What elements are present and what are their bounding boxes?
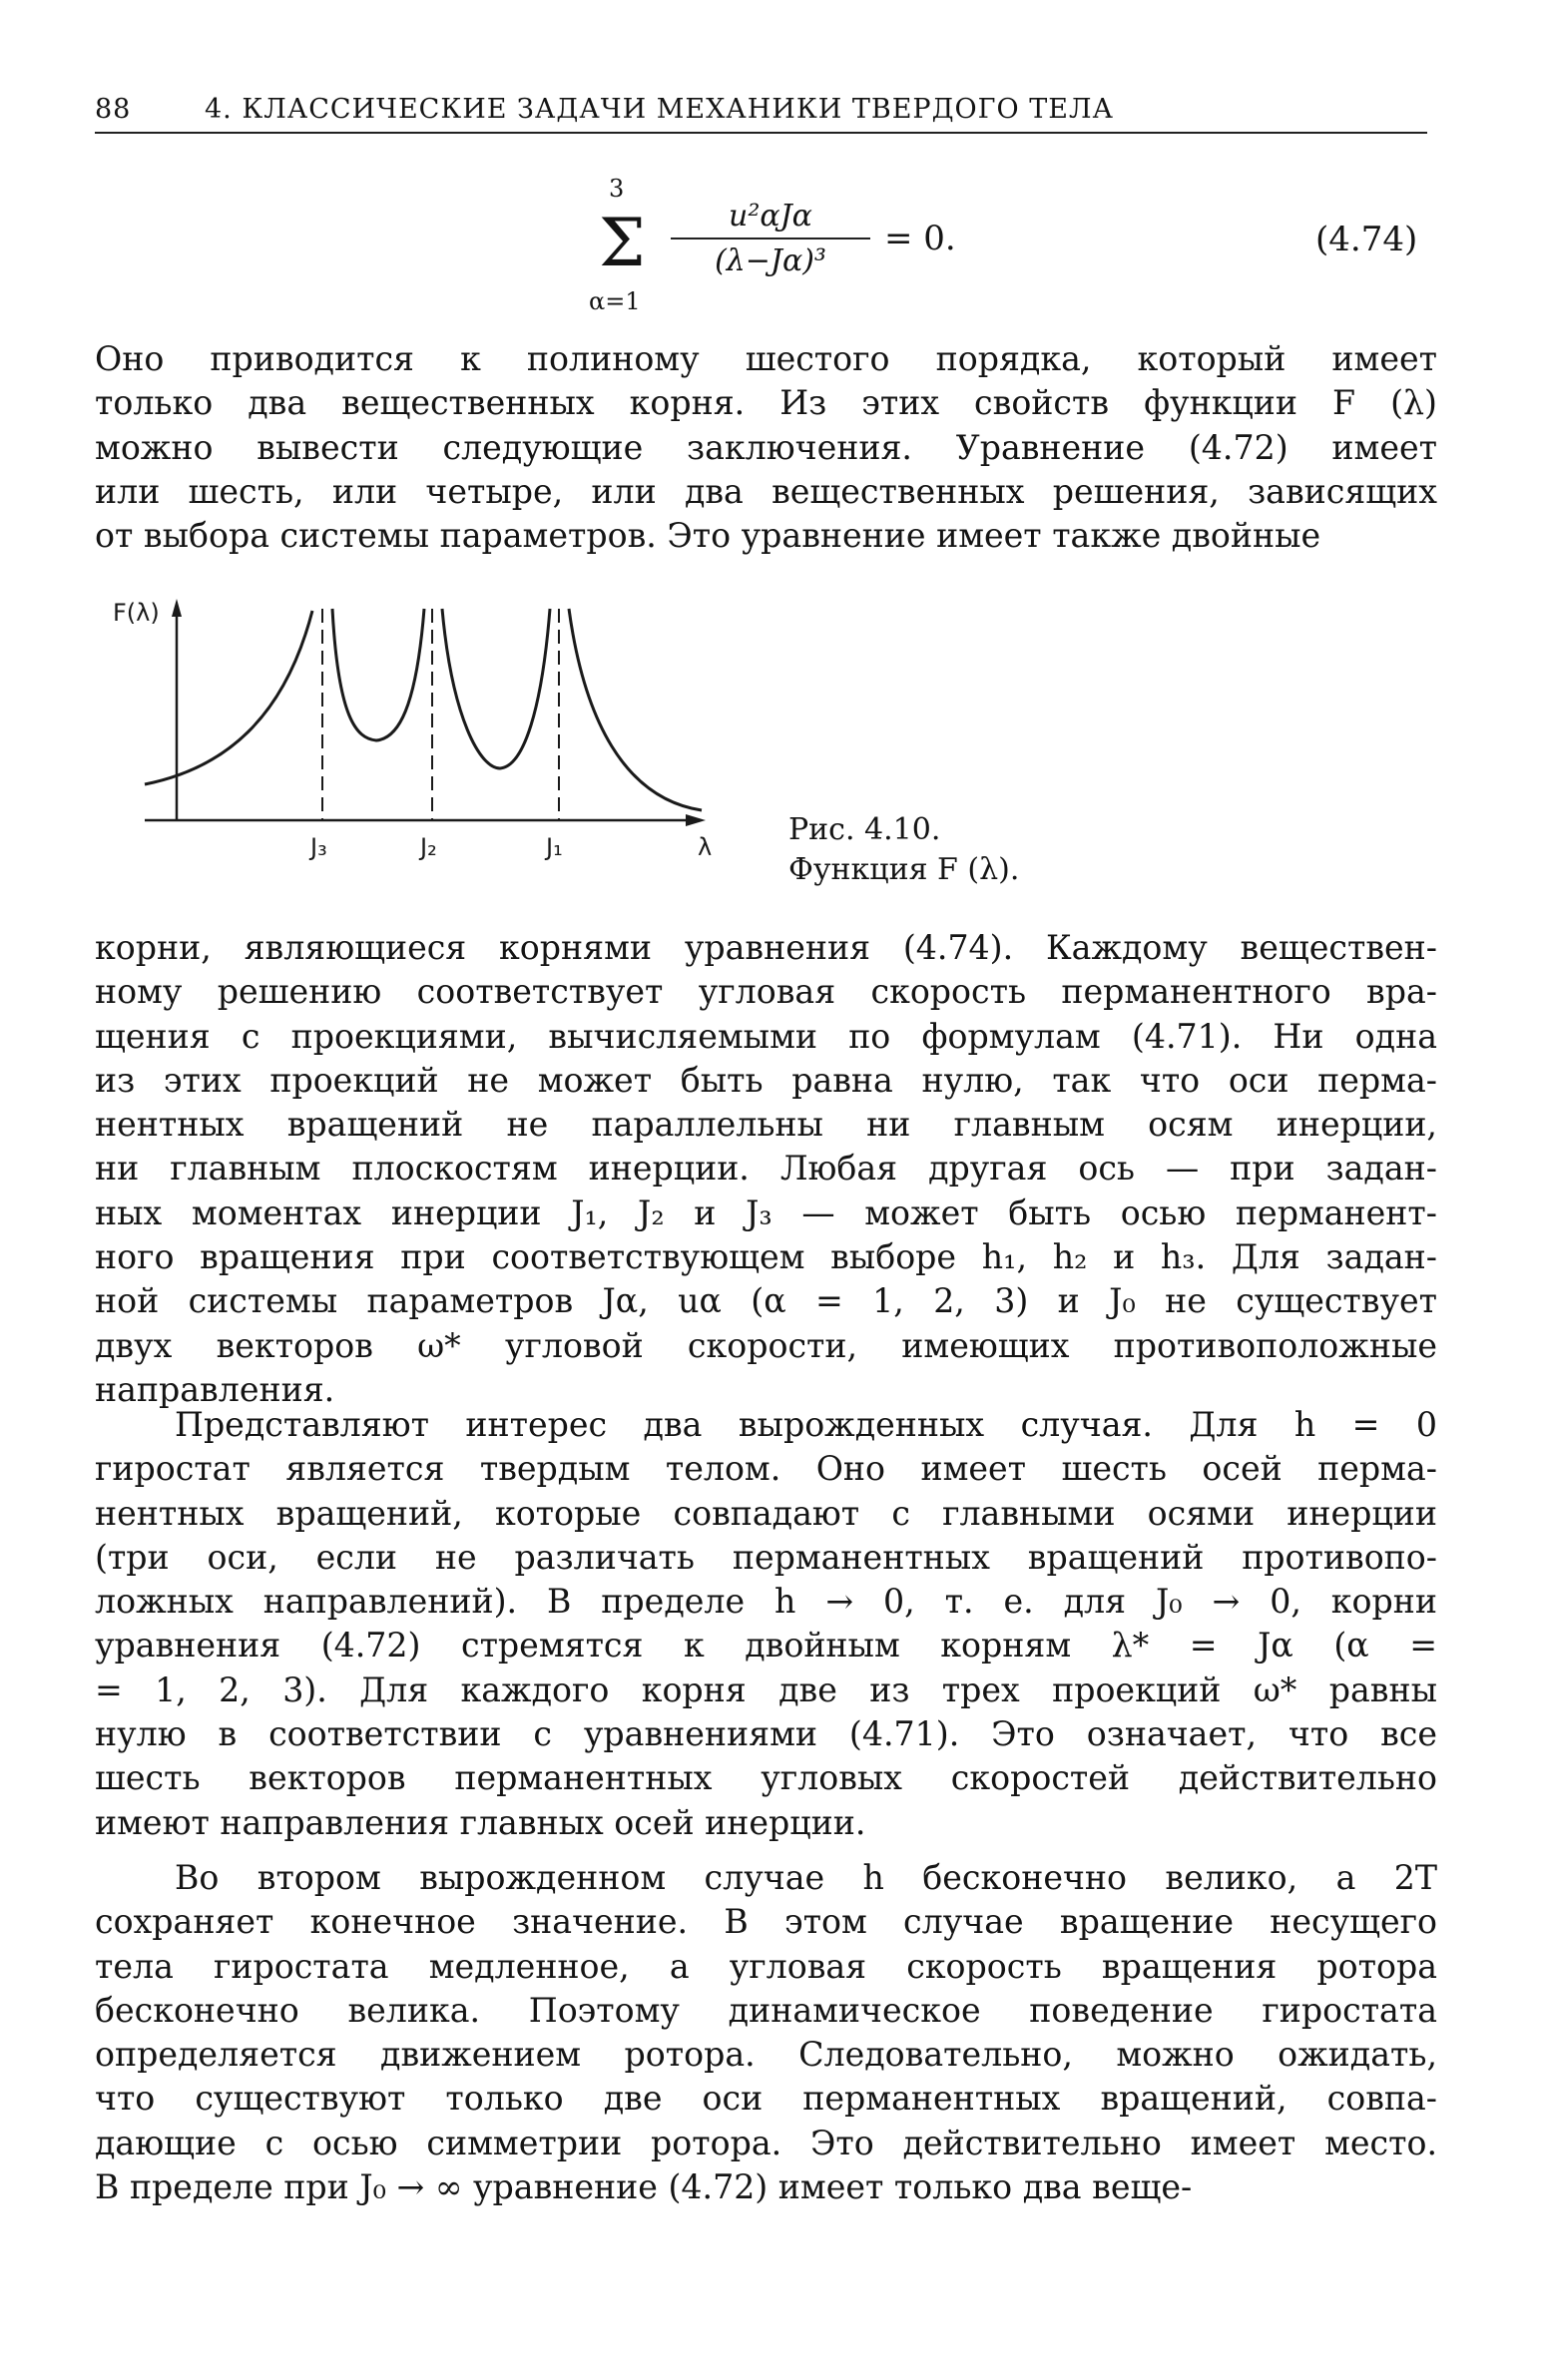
- text-line: = 1, 2, 3). Для каждого корня две из трех проекций ω* равны: [95, 1669, 1437, 1709]
- text-line: Во втором вырожденном случае h бесконечно велико, а 2T: [175, 1858, 1437, 1897]
- x-axis-arrow: [686, 814, 706, 826]
- paragraph-2: [95, 926, 1437, 1412]
- curve-branch-j2-j1: [442, 609, 550, 768]
- paragraph-4: [95, 1856, 1437, 2209]
- page-number: 88: [95, 94, 132, 125]
- text-line: двух векторов ω* угловой скорости, имеющих противоположные: [95, 1325, 1437, 1365]
- text-line: что существуют только две оси перманентных вращений, совпа-: [95, 2079, 1437, 2119]
- text-line: только два вещественных корня. Из этих свойств функции F (λ): [95, 383, 1437, 423]
- chapter-title: 4. КЛАССИЧЕСКИЕ ЗАДАЧИ МЕХАНИКИ ТВЕРДОГО ТЕЛА: [205, 94, 1114, 125]
- figure-4-10: [95, 589, 744, 883]
- equation-rhs: = 0.: [884, 219, 956, 258]
- text-line: уравнения (4.72) стремятся к двойным корням λ* = Jα (α =: [95, 1626, 1437, 1666]
- text-line: или шесть, или четыре, или два вещественных решения, зависящих: [95, 471, 1437, 511]
- function-plot: [95, 589, 744, 883]
- tick-label-j3: J₃: [310, 833, 327, 861]
- tick-label-j2: J₂: [420, 833, 437, 861]
- text-line: щения с проекциями, вычисляемыми по формулам (4.71). Ни одна: [95, 1016, 1437, 1056]
- equation-denominator: (λ−Jα)³: [715, 243, 826, 278]
- text-line: нентных вращений, которые совпадают с главными осями инерции: [95, 1493, 1437, 1533]
- paragraph-1: [95, 337, 1437, 558]
- text-line: тела гиростата медленное, а угловая скорость вращения ротора: [95, 1946, 1437, 1986]
- caption-line-1: Рис. 4.10.: [788, 812, 941, 847]
- text-line: ного вращения при соответствующем выборе h₁, h₂ и h₃. Для задан-: [95, 1237, 1437, 1277]
- text-line: от выбора системы параметров. Это уравнение имеет также двойные: [95, 516, 1321, 556]
- text-line: В пределе при J₀ → ∞ уравнение (4.72) имеет только два веще-: [95, 2167, 1193, 2207]
- text-line: корни, являющиеся корнями уравнения (4.74). Каждому веществен-: [95, 928, 1437, 967]
- paragraph-3: [95, 1403, 1437, 1845]
- curve-branch-left: [145, 611, 312, 784]
- tick-label-j1: J₁: [546, 833, 563, 861]
- page-header: [95, 92, 1427, 134]
- text-line: нулю в соответствии с уравнениями (4.71). Это означает, что все: [95, 1714, 1437, 1754]
- sigma-symbol: Σ: [599, 205, 646, 281]
- equation-4-74: [589, 175, 1108, 324]
- equation-numerator: u²αJα: [671, 199, 870, 239]
- text-line: Представляют интерес два вырожденных случая. Для h = 0: [175, 1405, 1437, 1444]
- text-line: ных моментах инерции J₁, J₂ и J₃ — может быть осью перманент-: [95, 1192, 1437, 1232]
- equation-number: (4.74): [1315, 220, 1418, 259]
- caption-line-2: Функция F (λ).: [788, 852, 1020, 887]
- equation-fraction: [671, 199, 870, 278]
- y-axis-label: F(λ): [113, 599, 160, 627]
- figure-caption: [788, 810, 1019, 890]
- curve-branch-right: [569, 609, 702, 810]
- x-axis-label: λ: [698, 833, 713, 861]
- text-line: (три оси, если не различать перманентных вращений противопо-: [95, 1537, 1437, 1577]
- text-line: имеют направления главных осей инерции.: [95, 1802, 866, 1842]
- sum-upper-limit: 3: [609, 175, 625, 203]
- sum-lower-limit: α=1: [589, 287, 641, 315]
- text-line: ной системы параметров Jα, uα (α = 1, 2, 3) и J₀ не существует: [95, 1281, 1437, 1321]
- text-line: определяется движением ротора. Следовательно, можно ожидать,: [95, 2035, 1437, 2075]
- text-line: гиростат является твердым телом. Оно имеет шесть осей перма-: [95, 1449, 1437, 1489]
- text-line: из этих проекций не может быть равна нулю, так что оси перма-: [95, 1060, 1437, 1100]
- y-axis-arrow: [172, 599, 182, 617]
- text-line: сохраняет конечное значение. В этом случае вращение несущего: [95, 1902, 1437, 1942]
- text-line: дающие с осью симметрии ротора. Это действительно имеет место.: [95, 2123, 1437, 2162]
- text-line: направления.: [95, 1369, 335, 1409]
- text-line: ному решению соответствует угловая скорость перманентного вра-: [95, 972, 1437, 1012]
- text-line: ложных направлений). В пределе h → 0, т. е. для J₀ → 0, корни: [95, 1582, 1437, 1622]
- curve-branch-j3-j2: [332, 609, 424, 740]
- text-line: шесть векторов перманентных угловых скоростей действительно: [95, 1758, 1437, 1798]
- text-line: бесконечно велика. Поэтому динамическое поведение гиростата: [95, 1990, 1437, 2030]
- text-line: ни главным плоскостям инерции. Любая другая ось — при задан-: [95, 1149, 1437, 1189]
- text-line: можно вывести следующие заключения. Уравнение (4.72) имеет: [95, 427, 1437, 467]
- text-line: нентных вращений не параллельны ни главным осям инерции,: [95, 1105, 1437, 1145]
- text-line: Оно приводится к полиному шестого порядка, который имеет: [95, 339, 1437, 378]
